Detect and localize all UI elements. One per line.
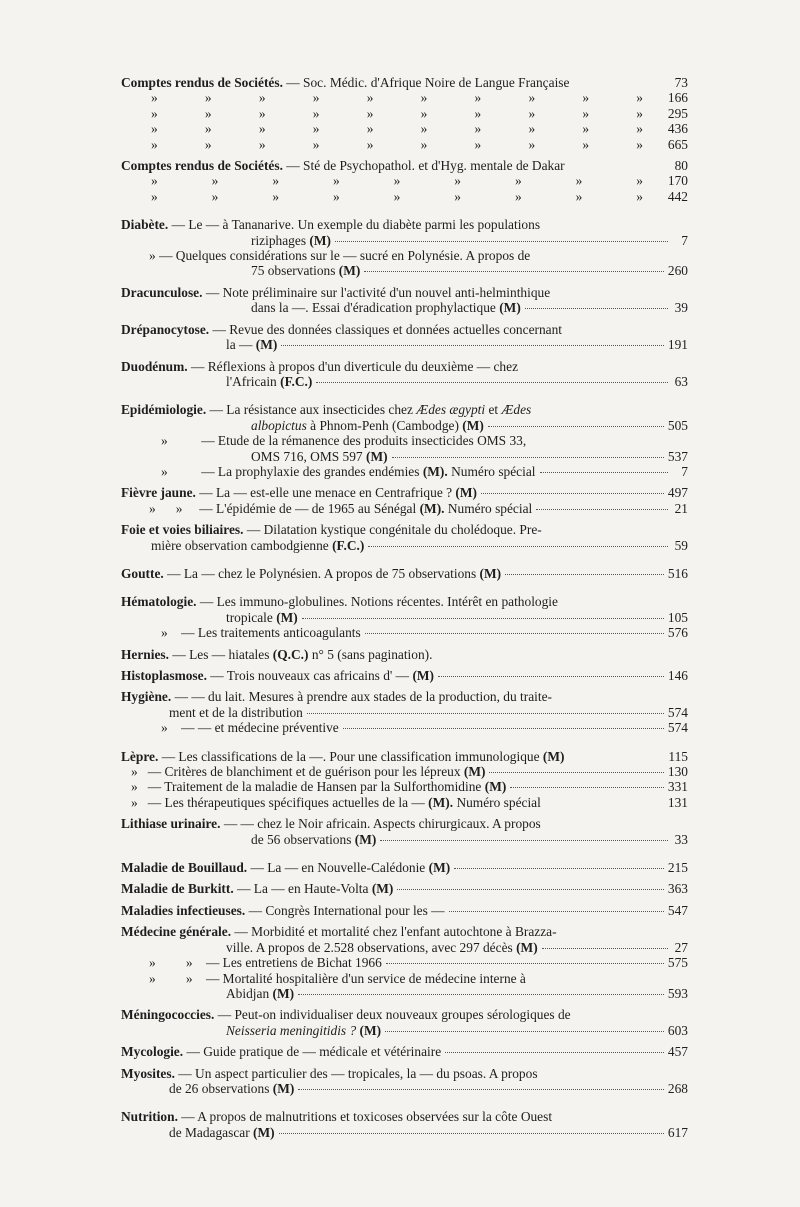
entry-heading: Méningococcies. [121,1007,215,1023]
entry-lithiase-urinaire: Lithiase urinaire. — — chez le Noir africain. Aspects chirurgicaux. A propos de 56 observations (M) 33 [121,816,688,847]
entry-heading: Myosites. [121,1065,175,1081]
page-number: 574 [667,704,688,720]
entry-heading: Diabète. [121,217,169,233]
page-number: 268 [667,1080,688,1096]
ditto-row: » » » » » » » » » 170 [151,173,688,189]
entry-heading: Lèpre. [121,748,159,764]
entry-comptes-rendus-soc-medic: Comptes rendus de Sociétés. — Soc. Médic. d'Afrique Noire de Langue Française 73 » » » » » » » » » » 166 » » » » » » » » » » 295 » » » » » » » » » » 436 » » » » » » » » » » 665 [121,75,688,152]
page-number: 603 [667,1022,688,1038]
entry-heading: Hématologie. [121,594,197,610]
page-number: 442 [667,188,688,204]
page-number: 115 [668,748,688,764]
entry-dracunculose: Dracunculose. — Note préliminaire sur l'activité d'un nouvel anti-helminthique dans la —. Essai d'éradication prophylactique (M) 39 [121,284,688,316]
page-number: 505 [667,417,688,433]
page-number: 260 [667,263,688,279]
ditto-row: » » » » » » » » » 442 [151,188,688,204]
entry-heading: Lithiase urinaire. [121,816,221,832]
entry-heading: Maladie de Burkitt. [121,881,234,897]
entry-nutrition: Nutrition. — A propos de malnutritions et toxicoses observées sur la côte Ouest de Madagascar (M) 617 [121,1109,688,1140]
entry-goutte: Goutte. — La — chez le Polynésien. A propos de 75 observations (M) 516 [121,565,688,581]
entry-heading: Duodénum. [121,358,188,374]
page-number: 39 [674,300,688,316]
page-number: 516 [667,565,688,581]
entry-heading: Histoplasmose. [121,668,207,683]
entry-heading: Fièvre jaune. [121,485,196,501]
entry-diabete: Diabète. — Le — à Tananarive. Un exemple du diabète parmi les populations riziphages (M) 7 » — Quelques considérations sur le — sucré en Polynésie. A propos de 75 observations (M) 260 [121,217,688,279]
page-number: 574 [667,720,688,736]
entry-heading: Maladies infectieuses. [121,902,246,918]
page-number: 436 [667,121,688,137]
entry-maladies-infectieuses: Maladies infectieuses. — Congrès International pour les — 547 [121,902,688,918]
page-number: 131 [667,794,688,810]
page-number: 497 [667,485,688,501]
entry-epidemiologie: Epidémiologie. — La résistance aux insecticides chez Ædes ægypti et Ædes albopictus à Phnom-Penh (Cambodge) (M) 505 » — Etude de la rémanence des produits insecticides OMS 33, OMS 716, OMS 597 (M) 537 » — La prophylaxie des grandes endémies (M). Numéro spécial 7 [121,402,688,479]
entry-heading: Comptes rendus de Sociétés. [121,75,283,90]
page-number: 215 [667,860,688,876]
page-number: 21 [674,500,688,516]
page-number: 33 [674,831,688,847]
page-number: 7 [681,463,688,479]
entry-myosites: Myosites. — Un aspect particulier des — tropicales, la — du psoas. A propos de 26 observations (M) 268 [121,1065,688,1096]
page-number: 593 [667,985,688,1001]
page-number: 537 [667,448,688,464]
entry-heading: Drépanocytose. [121,321,210,337]
ditto-row: » » » » » » » » » » 295 [151,105,688,121]
entry-foie-voies-biliaires: Foie et voies biliaires. — Dilatation kystique congénitale du cholédoque. Pre- mière observation cambodgienne (F.C.) 59 [121,522,688,553]
page-number: 80 [674,158,688,174]
page-number: 73 [674,75,688,90]
page-number: 191 [667,337,688,353]
page-number: 617 [667,1124,688,1140]
page-number: 7 [681,232,688,248]
entry-medecine-generale: Médecine générale. — Morbidité et mortalité chez l'enfant autochtone à Brazza- ville. A propos de 2.528 observations, avec 297 décès (M) 27 » » — Les entretiens de Bichat 1966 575 » » — Mortalité hospitalière d'un service de médecine interne à Abidjan (M) 593 [121,924,688,1001]
entry-hematologie: Hématologie. — Les immuno-globulines. Notions récentes. Intérêt en pathologie tropicale (M) 105 » — Les traitements anticoagulants 576 [121,594,688,641]
page-number: 331 [667,779,688,795]
page-number: 457 [667,1044,688,1060]
entry-heading: Foie et voies biliaires. [121,522,244,538]
subject-index [121,75,688,1146]
page-number: 363 [667,881,688,897]
entry-fievre-jaune: Fièvre jaune. — La — est-elle une menace en Centrafrique ? (M) 497 » » — L'épidémie de — de 1965 au Sénégal (M). Numéro spécial 21 [121,485,688,516]
entry-maladie-burkitt: Maladie de Burkitt. — La — en Haute-Volta (M) 363 [121,881,688,897]
entry-heading: Epidémiologie. [121,402,207,418]
entry-hygiene: Hygiène. — — du lait. Mesures à prendre aux stades de la production, du traite- ment et de la distribution 574 » — — et médecine préventive 574 [121,689,688,736]
page-number: 105 [667,609,688,625]
page-number: 665 [667,136,688,152]
ditto-row: » » » » » » » » » » 436 [151,121,688,137]
page-number: 130 [667,764,688,780]
page-number: 576 [667,625,688,641]
entry-hernies: Hernies. — Les — hiatales (Q.C.) n° 5 (sans pagination). [121,646,433,662]
entry-lepre: Lèpre. — Les classifications de la —. Pour une classification immunologique (M) 115 » — Critères de blanchiment et de guérison pour les lépreux (M) 130 » — Traitement de la maladie de Hansen par la Sulforthomidine (M) 331 » — Les thérapeutiques spécifiques actuelles de la — (M). Numéro spécial 131 [121,748,688,810]
entry-duodenum: Duodénum. — Réflexions à propos d'un diverticule du deuxième — chez l'Africain (F.C.) 63 [121,358,688,389]
page-number: 27 [674,939,688,955]
page-number: 170 [667,173,688,189]
entry-meningococcies: Méningococcies. — Peut-on individualiser deux nouveaux groupes sérologiques de Neisseria meningitidis ? (M) 603 [121,1007,688,1038]
page-number: 575 [667,955,688,971]
entry-heading: Nutrition. [121,1109,178,1125]
entry-histoplasmose: Histoplasmose. — Trois nouveaux cas africains d' — (M) 146 [121,668,688,683]
ditto-row: » » » » » » » » » » 166 [151,90,688,106]
entry-heading: Maladie de Bouillaud. [121,860,248,876]
ditto-row: » » » » » » » » » » 665 [151,136,688,152]
entry-heading: Mycologie. [121,1044,184,1060]
entry-heading: Goutte. [121,565,164,581]
page-number: 166 [667,90,688,106]
entry-mycologie: Mycologie. — Guide pratique de — médicale et vétérinaire 457 [121,1044,688,1060]
entry-drepanocytose: Drépanocytose. — Revue des données classiques et données actuelles concernant la — (M) 191 [121,321,688,353]
page-number: 295 [667,105,688,121]
entry-heading: Hygiène. [121,689,172,705]
page-number: 63 [674,373,688,389]
page-number: 547 [667,902,688,918]
entry-comptes-rendus-psychopathol: Comptes rendus de Sociétés. — Sté de Psychopathol. et d'Hyg. mentale de Dakar 80 » » » » » » » » » 170 » » » » » » » » » 442 [121,158,688,204]
entry-heading: Comptes rendus de Sociétés. [121,158,283,174]
entry-heading: Dracunculose. [121,284,203,300]
entry-maladie-bouillaud: Maladie de Bouillaud. — La — en Nouvelle-Calédonie (M) 215 [121,860,688,876]
entry-heading: Médecine générale. [121,924,232,940]
page-number: 59 [674,537,688,553]
entry-heading: Hernies. [121,646,169,662]
page-number: 146 [667,668,688,683]
